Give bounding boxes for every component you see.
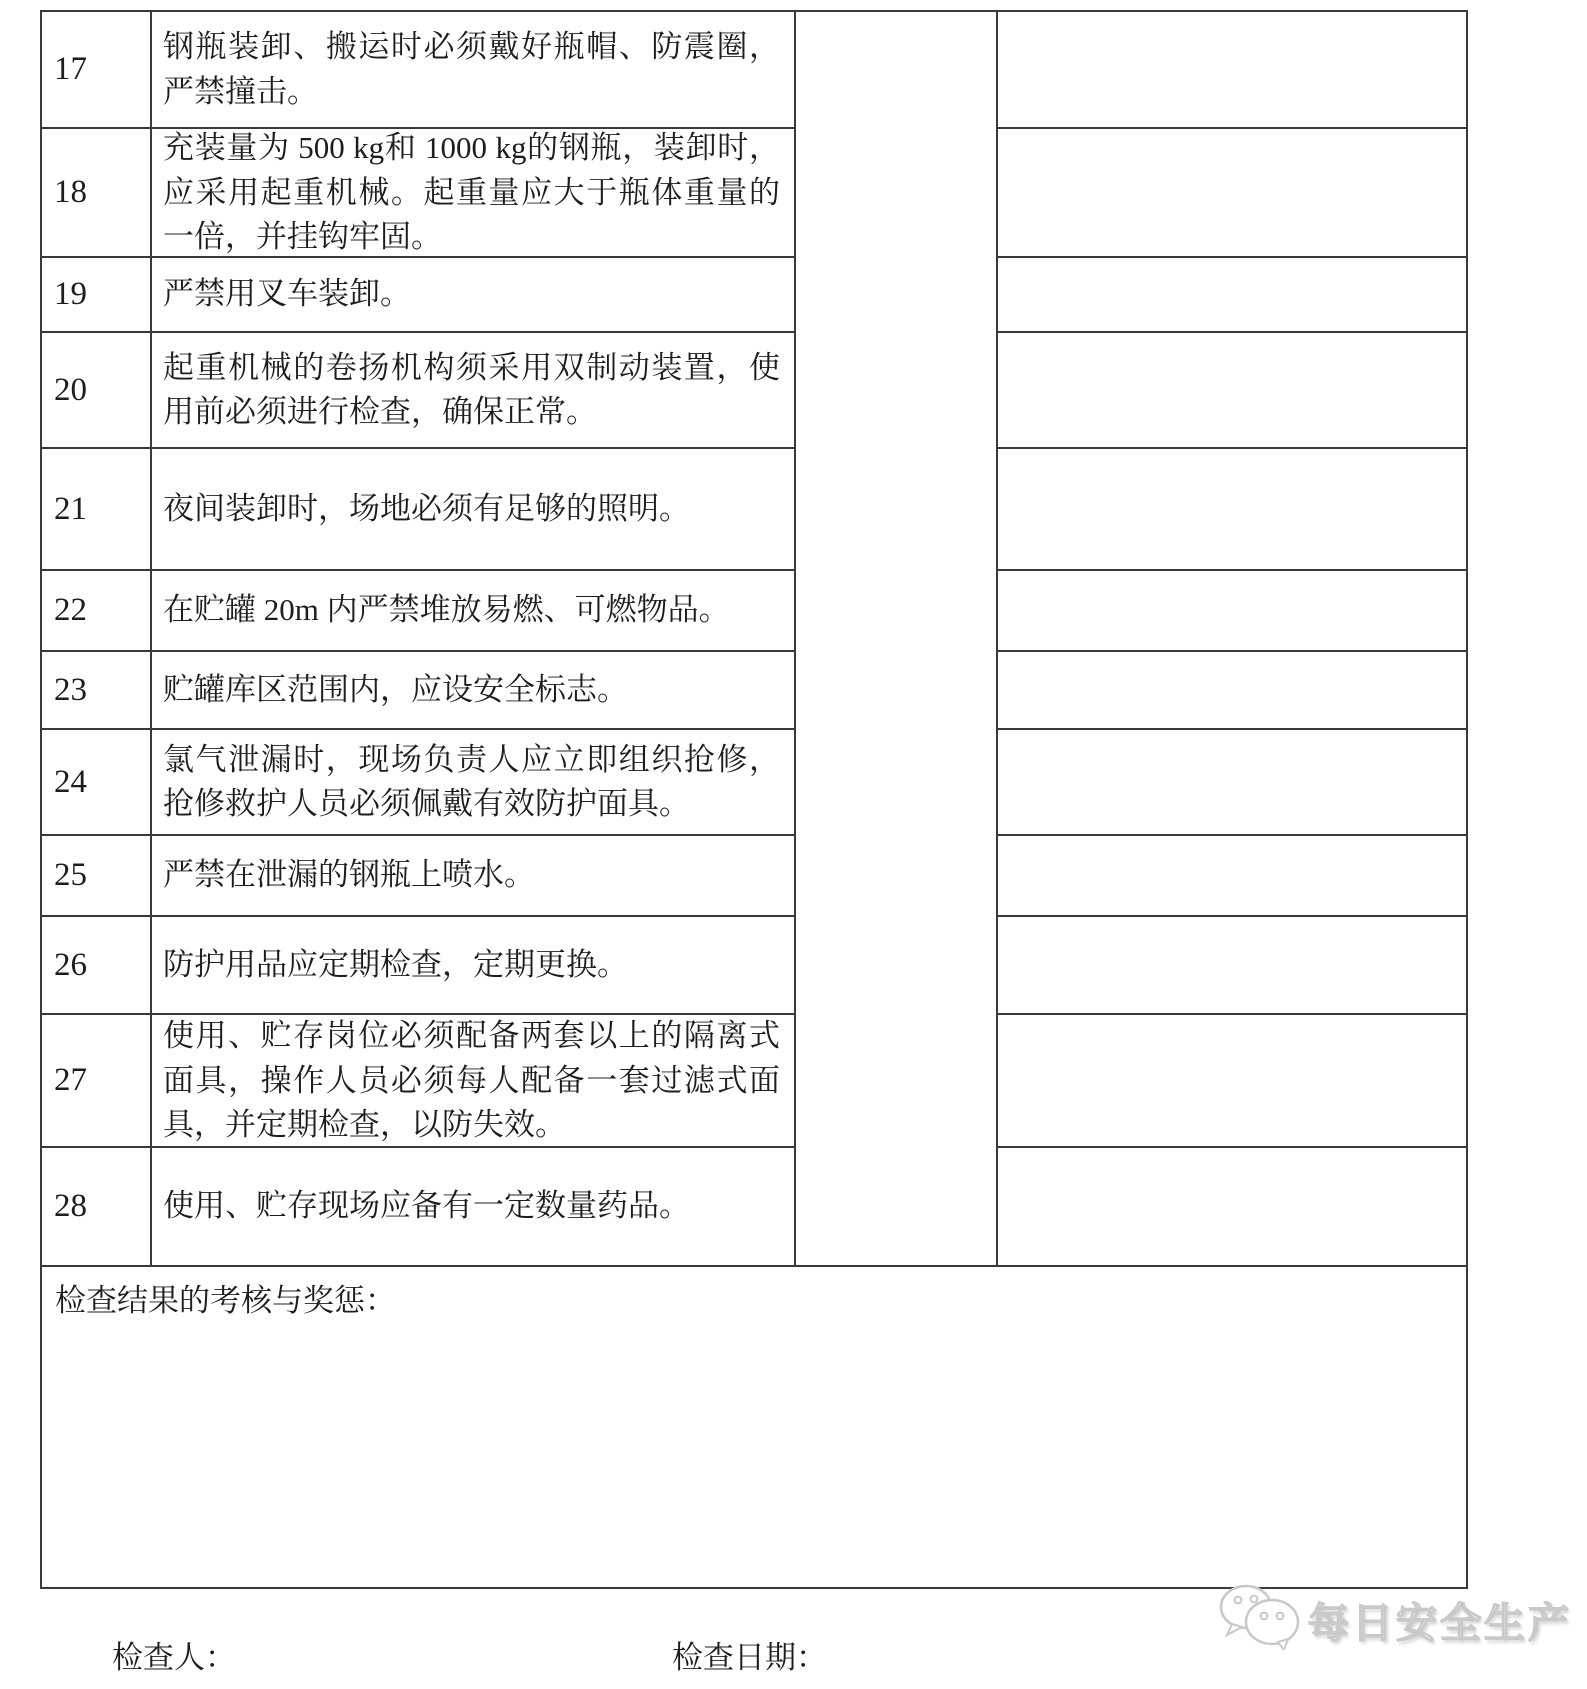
row-number: 23: [42, 652, 152, 730]
row-content-cell: [152, 1148, 796, 1267]
remark-cell: [998, 571, 1466, 652]
row-content-text: 严禁用叉车装卸。: [163, 276, 411, 312]
remark-cell: [998, 730, 1466, 836]
row-content-cell: [152, 12, 796, 129]
row-content-cell: [152, 449, 796, 571]
row-number: 18: [42, 129, 152, 258]
row-content-text: 夜间装卸时，场地必须有足够的照明。: [163, 490, 690, 526]
row-content-text: 在贮罐 20m 内严禁堆放易燃、可燃物品。: [163, 592, 730, 628]
remark-cell: [998, 1148, 1466, 1267]
row-content-text: 充装量为 500 kg和 1000 kg的钢瓶，装卸时，应采用起重机械。起重量应大于瓶体重量的一倍，并挂钩牢固。: [163, 130, 780, 254]
remark-cell: [998, 652, 1466, 730]
assessment-label: 检查结果的考核与奖惩：: [55, 1283, 396, 1318]
row-content-text: 起重机械的卷扬机构须采用双制动装置，使用前必须进行检查，确保正常。: [163, 349, 780, 429]
row-content-text: 严禁在泄漏的钢瓶上喷水。: [163, 857, 535, 893]
row-content-cell: [152, 571, 796, 652]
inspector-label: 检查人：: [112, 1640, 236, 1675]
row-content-cell: [152, 333, 796, 449]
row-number: 25: [42, 836, 152, 917]
watermark: [1218, 1584, 1572, 1655]
remark-cell: [998, 258, 1466, 333]
row-number: 27: [42, 1015, 152, 1148]
row-number: 22: [42, 571, 152, 652]
row-number: 20: [42, 333, 152, 449]
row-number: 21: [42, 449, 152, 571]
row-content-cell: [152, 129, 796, 258]
remark-cell: [998, 333, 1466, 449]
row-number: 24: [42, 730, 152, 836]
remark-cell: [998, 129, 1466, 258]
row-content-text: 使用、贮存现场应备有一定数量药品。: [163, 1188, 690, 1224]
remark-cell: [998, 917, 1466, 1015]
remark-cell: [998, 836, 1466, 917]
assessment-section: [42, 1267, 1466, 1587]
row-content-text: 钢瓶装卸、搬运时必须戴好瓶帽、防震圈，严禁撞击。: [163, 29, 780, 109]
row-content-text: 使用、贮存岗位必须配备两套以上的隔离式面具，操作人员必须每人配备一套过滤式面具，并定期检查，以防失效。: [163, 1018, 780, 1142]
row-number: 26: [42, 917, 152, 1015]
wechat-bubbles-icon: [1218, 1584, 1300, 1655]
watermark-text: 每日安全生产: [1308, 1600, 1572, 1646]
remark-cell: [998, 12, 1466, 129]
row-number: 19: [42, 258, 152, 333]
inspection-date-label: 检查日期：: [672, 1640, 827, 1675]
row-content-cell: [152, 730, 796, 836]
row-content-cell: [152, 652, 796, 730]
remark-cell: [998, 1015, 1466, 1148]
remark-cell: [998, 449, 1466, 571]
result-column-merged-cell: [796, 12, 998, 1267]
row-number: 28: [42, 1148, 152, 1267]
row-content-cell: [152, 258, 796, 333]
row-content-cell: [152, 1015, 796, 1148]
row-number: 17: [42, 12, 152, 129]
row-content-text: 氯气泄漏时，现场负责人应立即组织抢修，抢修救护人员必须佩戴有效防护面具。: [163, 741, 780, 821]
row-content-text: 防护用品应定期检查，定期更换。: [163, 946, 628, 982]
checklist-table: [40, 10, 1468, 1589]
row-content-cell: [152, 917, 796, 1015]
row-content-cell: [152, 836, 796, 917]
row-content-text: 贮罐库区范围内，应设安全标志。: [163, 671, 628, 707]
